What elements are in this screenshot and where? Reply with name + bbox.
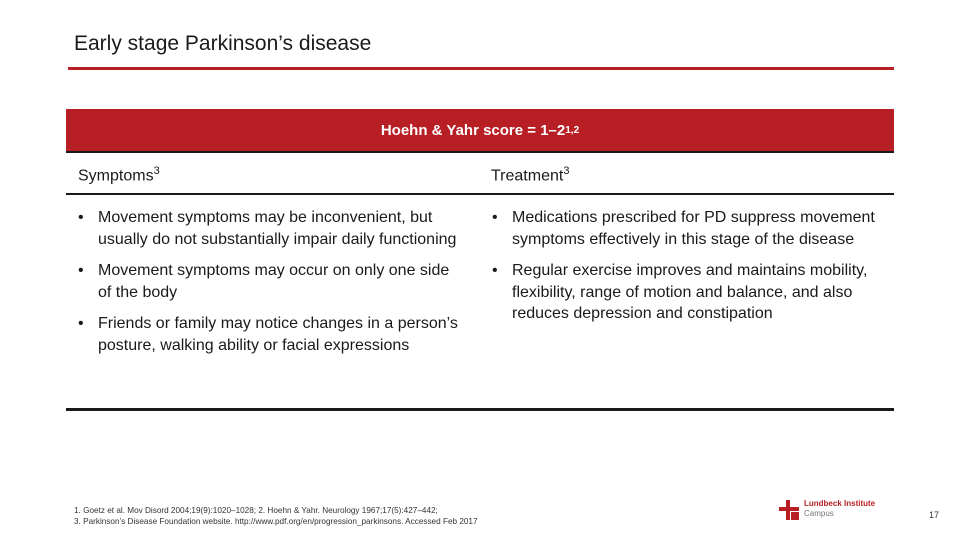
logo-subtitle: Campus — [804, 509, 834, 518]
symptom-item: • Movement symptoms may be inconvenient, but usually do not substantially impair daily functioning — [76, 207, 466, 250]
column-sup-symptoms: 3 — [153, 165, 160, 177]
reference-line: 1. Goetz et al. Mov Disord 2004;19(9):1020–1028; 2. Hoehn & Yahr. Neurology 1967;17(5):427–442; — [74, 506, 438, 515]
slide-title: Early stage Parkinson’s disease — [74, 32, 372, 55]
symptom-item: • Friends or family may notice changes in a person’s posture, walking ability or facial expressions — [76, 313, 466, 356]
column-label-treatment: Treatment — [491, 167, 564, 185]
references — [74, 505, 478, 527]
table-header-banner — [66, 109, 894, 151]
column-header-rule — [66, 193, 894, 195]
symptoms-list — [76, 207, 466, 356]
column-header-symptoms — [78, 165, 160, 185]
lundbeck-logo-icon — [778, 499, 800, 521]
column-sup-treatment: 3 — [563, 165, 570, 177]
table-header-text: Hoehn & Yahr score = 1–2 — [380, 121, 566, 139]
symptom-item: • Movement symptoms may occur on only one side of the body — [76, 260, 466, 303]
lundbeck-logo — [778, 499, 875, 521]
treatment-item: • Medications prescribed for PD suppress movement symptoms effectively in this stage of the disease — [490, 207, 880, 250]
reference-line: 3. Parkinson’s Disease Foundation website. http://www.pdf.org/en/progression_parkinsons. Accessed Feb 2017 — [74, 517, 478, 526]
column-label-symptoms: Symptoms — [78, 167, 154, 185]
table-header-rule — [66, 151, 894, 153]
treatment-item: • Regular exercise improves and maintains mobility, flexibility, range of motion and balance, and also reduces depression and constipation — [490, 260, 880, 325]
column-header-treatment — [491, 165, 569, 185]
treatment-list — [490, 207, 880, 325]
table-bottom-rule — [66, 408, 894, 411]
page-number: 17 — [929, 510, 940, 520]
logo-name: Lundbeck Institute — [804, 499, 876, 508]
title-divider — [68, 67, 894, 70]
table-header-superscript: 1,2 — [565, 124, 580, 136]
